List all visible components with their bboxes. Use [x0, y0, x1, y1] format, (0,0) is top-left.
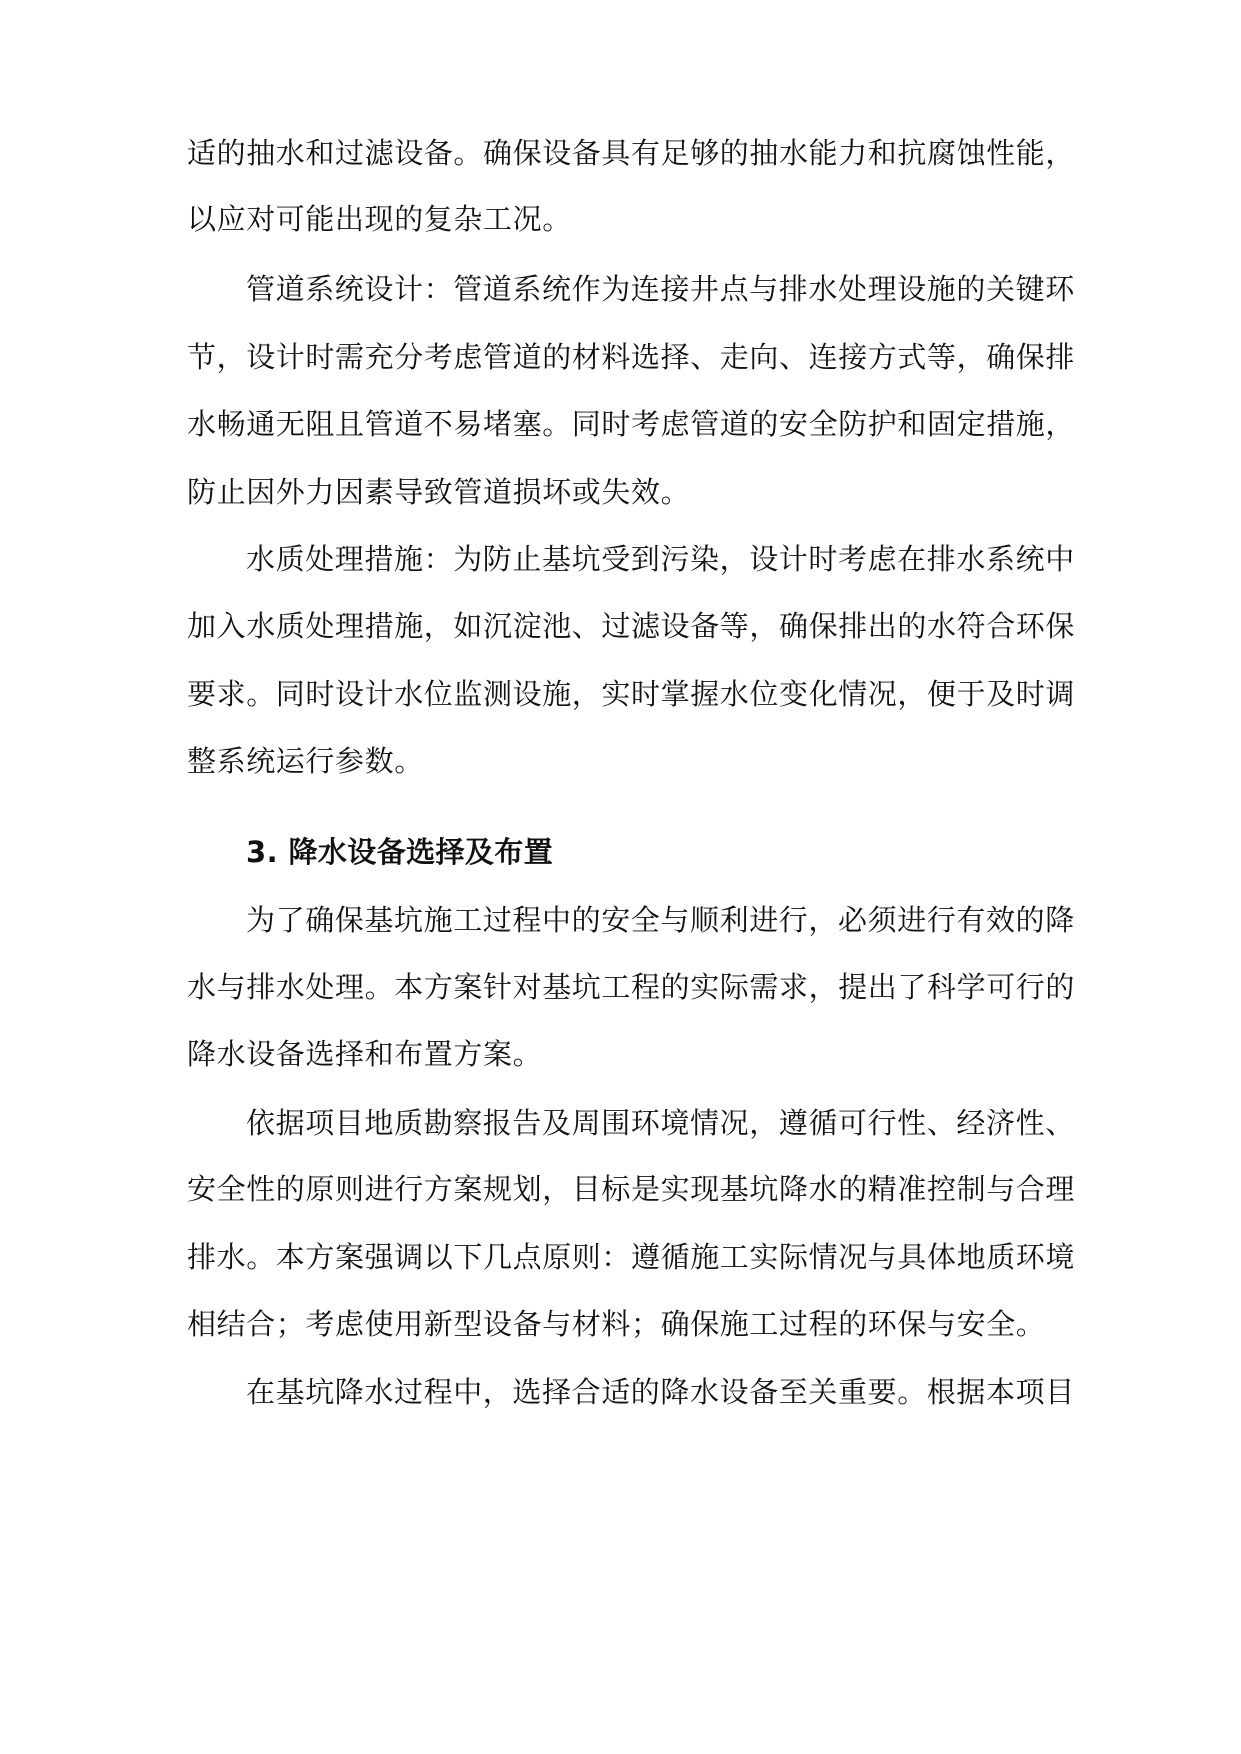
paragraph-line: 水畅通无阻且管道不易堵塞。同时考虑管道的安全防护和固定措施， — [187, 407, 1076, 441]
paragraph-line: 安全性的原则进行方案规划，目标是实现基坑降水的精准控制与合理 — [187, 1172, 1076, 1206]
paragraph-line: 降水设备选择和布置方案。 — [187, 1037, 543, 1071]
paragraph-line: 以应对可能出现的复杂工况。 — [187, 202, 572, 236]
paragraph-line: 要求。同时设计水位监测设施，实时掌握水位变化情况，便于及时调 — [187, 677, 1076, 711]
paragraph-line: 为了确保基坑施工过程中的安全与顺利进行，必须进行有效的降 — [246, 903, 1075, 937]
paragraph-line: 整系统运行参数。 — [187, 744, 424, 778]
paragraph-line: 依据项目地质勘察报告及周围环境情况，遵循可行性、经济性、 — [246, 1106, 1075, 1140]
paragraph-line: 水质处理措施：为防止基坑受到污染，设计时考虑在排水系统中 — [246, 542, 1075, 576]
paragraph-line: 适的抽水和过滤设备。确保设备具有足够的抽水能力和抗腐蚀性能， — [187, 136, 1076, 170]
paragraph-line: 防止因外力因素导致管道损坏或失效。 — [187, 475, 691, 509]
paragraph-line: 排水。本方案强调以下几点原则：遵循施工实际情况与具体地质环境 — [187, 1240, 1076, 1274]
paragraph-line: 节，设计时需充分考虑管道的材料选择、走向、连接方式等，确保排 — [187, 340, 1076, 374]
paragraph-line: 水与排水处理。本方案针对基坑工程的实际需求，提出了科学可行的 — [187, 970, 1076, 1004]
paragraph-line: 管道系统设计：管道系统作为连接井点与排水处理设施的关键环 — [246, 272, 1075, 306]
paragraph-line: 相结合；考虑使用新型设备与材料；确保施工过程的环保与安全。 — [187, 1307, 1046, 1341]
section-heading: 3. 降水设备选择及布置 — [246, 835, 554, 869]
paragraph-line: 在基坑降水过程中，选择合适的降水设备至关重要。根据本项目 — [246, 1375, 1075, 1409]
paragraph-line: 加入水质处理措施，如沉淀池、过滤设备等，确保排出的水符合环保 — [187, 609, 1076, 643]
